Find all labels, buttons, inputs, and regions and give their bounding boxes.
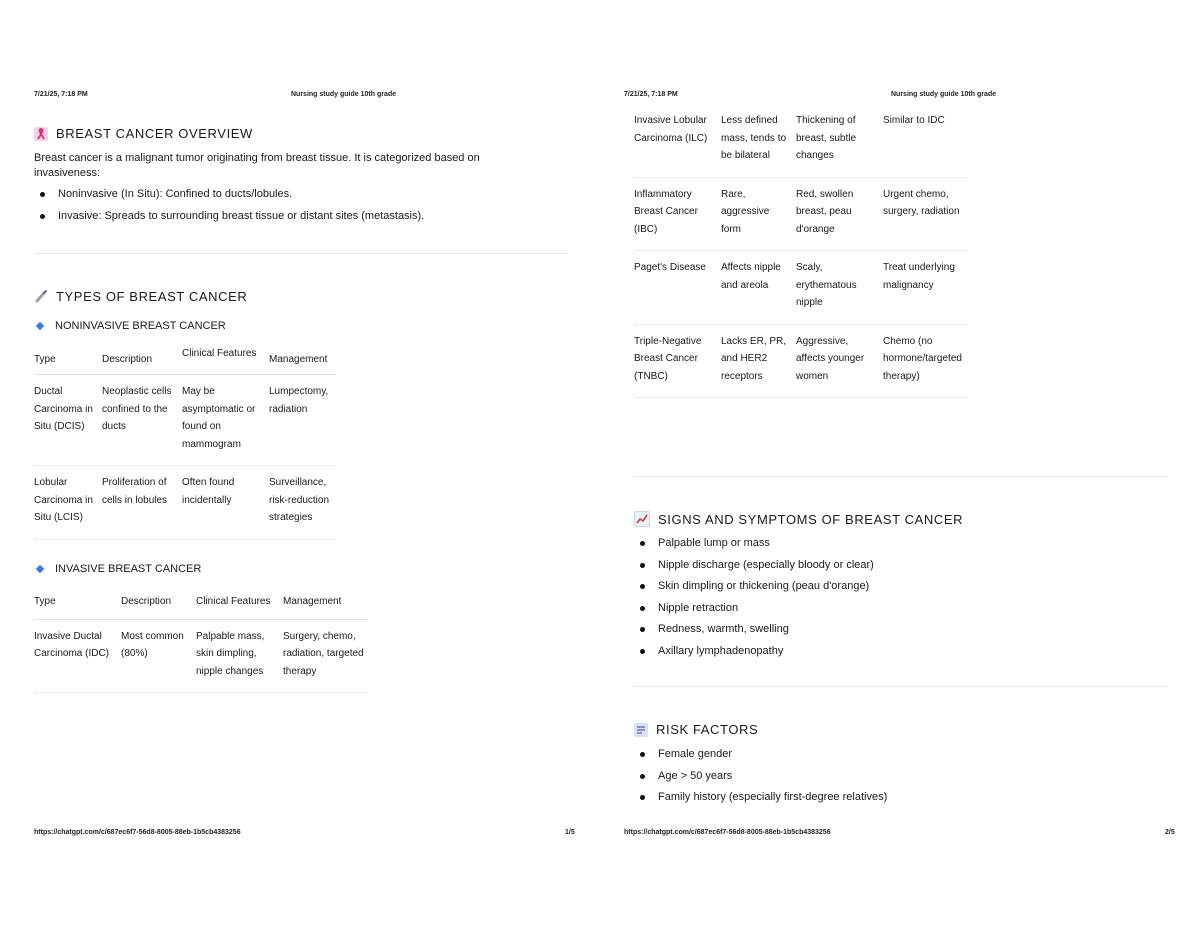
invasive-heading-text: INVASIVE BREAST CANCER [55, 563, 202, 575]
table-row [634, 104, 968, 177]
list-item: Female gender [634, 744, 887, 766]
footer-page-number: 1/5 [565, 829, 575, 836]
invasive-subheading [34, 563, 201, 575]
header-title: Nursing study guide 10th grade [291, 91, 397, 98]
types-title: TYPES OF BREAST CANCER [56, 289, 248, 304]
table-row [634, 251, 968, 325]
invasive-table-continued [634, 104, 968, 398]
list-item: Age > 50 years [634, 766, 887, 788]
table-cell: Lacks ER, PR, and HER2 receptors [721, 324, 796, 398]
types-heading [34, 289, 247, 304]
noninvasive-heading-text: NONINVASIVE BREAST CANCER [55, 320, 226, 332]
column-header: Description [121, 593, 196, 619]
risk-heading [634, 722, 758, 737]
list-item: Family history (especially first-degree relatives) [634, 787, 887, 809]
signs-bullet-list [634, 533, 874, 662]
table-cell: Inflammatory Breast Cancer (IBC) [634, 177, 721, 251]
noninvasive-table [34, 348, 336, 540]
section-divider [634, 476, 1168, 477]
footer-url: https://chatgpt.com/c/687ec6f7-56d8-8005-88eb-1b5cb4383256 [624, 829, 831, 836]
table-cell: Treat underlying malignancy [883, 251, 968, 325]
risk-bullet-list [634, 744, 887, 809]
table-row [634, 177, 968, 251]
table-row [634, 324, 968, 398]
table-cell: Urgent chemo, surgery, radiation [883, 177, 968, 251]
table-cell: Paget's Disease [634, 251, 721, 325]
list-item: Nipple retraction [634, 598, 874, 620]
table-cell: Most common (80%) [121, 619, 196, 693]
table-cell: Proliferation of cells in lobules [102, 466, 182, 540]
list-item: Axillary lymphadenopathy [634, 641, 874, 663]
header-title: Nursing study guide 10th grade [891, 91, 997, 98]
list-item: Palpable lump or mass [634, 533, 874, 555]
section-divider [634, 686, 1168, 687]
list-item: Redness, warmth, swelling [634, 619, 874, 641]
table-cell: Chemo (no hormone/targeted therapy) [883, 324, 968, 398]
column-header: Clinical Features [182, 348, 269, 375]
overview-intro: Breast cancer is a malignant tumor originating from breast tissue. It is categorized based on invasiveness: [34, 152, 480, 179]
pdf-page-2 [600, 0, 1200, 927]
table-cell: Less defined mass, tends to be bilateral [721, 104, 796, 177]
footer-url: https://chatgpt.com/c/687ec6f7-56d8-8005-88eb-1b5cb4383256 [34, 829, 241, 836]
list-item: Skin dimpling or thickening (peau d'orange) [634, 576, 874, 598]
table-cell: Scaly, erythematous nipple [796, 251, 883, 325]
microscope-icon [34, 290, 48, 304]
table-cell: Surveillance, risk-reduction strategies [269, 466, 336, 540]
table-cell: Invasive Lobular Carcinoma (ILC) [634, 104, 721, 177]
list-item: Noninvasive (In Situ): Confined to ducts/lobules. [34, 184, 424, 206]
diamond-bullet-icon [36, 322, 44, 330]
table-header-row [34, 593, 368, 619]
table-cell: Rare, aggressive form [721, 177, 796, 251]
signs-heading [634, 511, 963, 527]
memo-icon [634, 723, 648, 737]
ribbon-icon [34, 127, 48, 141]
overview-heading [34, 126, 253, 141]
table-cell: Similar to IDC [883, 104, 968, 177]
list-item: Nipple discharge (especially bloody or clear) [634, 555, 874, 577]
footer-page-number: 2/5 [1165, 829, 1175, 836]
overview-title: BREAST CANCER OVERVIEW [56, 126, 253, 141]
table-row [34, 466, 336, 540]
table-cell: Lumpectomy, radiation [269, 375, 336, 466]
chart-up-icon [634, 511, 650, 527]
table-header-row [34, 348, 336, 375]
table-cell: Palpable mass, skin dimpling, nipple changes [196, 619, 283, 693]
column-header: Type [34, 348, 102, 375]
overview-bullet-list [34, 184, 424, 227]
table-cell: Ductal Carcinoma in Situ (DCIS) [34, 375, 102, 466]
table-cell: Surgery, chemo, radiation, targeted therapy [283, 619, 368, 693]
column-header: Management [269, 348, 336, 375]
table-cell: Affects nipple and areola [721, 251, 796, 325]
table-cell: May be asymptomatic or found on mammogram [182, 375, 269, 466]
list-item: Invasive: Spreads to surrounding breast tissue or distant sites (metastasis). [34, 206, 424, 228]
table-cell: Triple-Negative Breast Cancer (TNBC) [634, 324, 721, 398]
invasive-table [34, 593, 368, 693]
table-cell: Often found incidentally [182, 466, 269, 540]
table-cell: Lobular Carcinoma in Situ (LCIS) [34, 466, 102, 540]
table-cell: Invasive Ductal Carcinoma (IDC) [34, 619, 121, 693]
table-cell: Aggressive, affects younger women [796, 324, 883, 398]
table-row [34, 619, 368, 693]
column-header: Description [102, 348, 182, 375]
header-date: 7/21/25, 7:18 PM [624, 91, 678, 98]
table-cell: Thickening of breast, subtle changes [796, 104, 883, 177]
header-date: 7/21/25, 7:18 PM [34, 91, 88, 98]
section-divider [34, 253, 568, 254]
table-cell: Neoplastic cells confined to the ducts [102, 375, 182, 466]
diamond-bullet-icon [36, 565, 44, 573]
noninvasive-subheading [34, 320, 226, 332]
table-cell: Red, swollen breast, peau d'orange [796, 177, 883, 251]
column-header: Clinical Features [196, 593, 283, 619]
column-header: Type [34, 593, 121, 619]
risk-title: RISK FACTORS [656, 722, 759, 737]
signs-title: SIGNS AND SYMPTOMS OF BREAST CANCER [658, 511, 964, 527]
column-header: Management [283, 593, 368, 619]
table-row [34, 375, 336, 466]
